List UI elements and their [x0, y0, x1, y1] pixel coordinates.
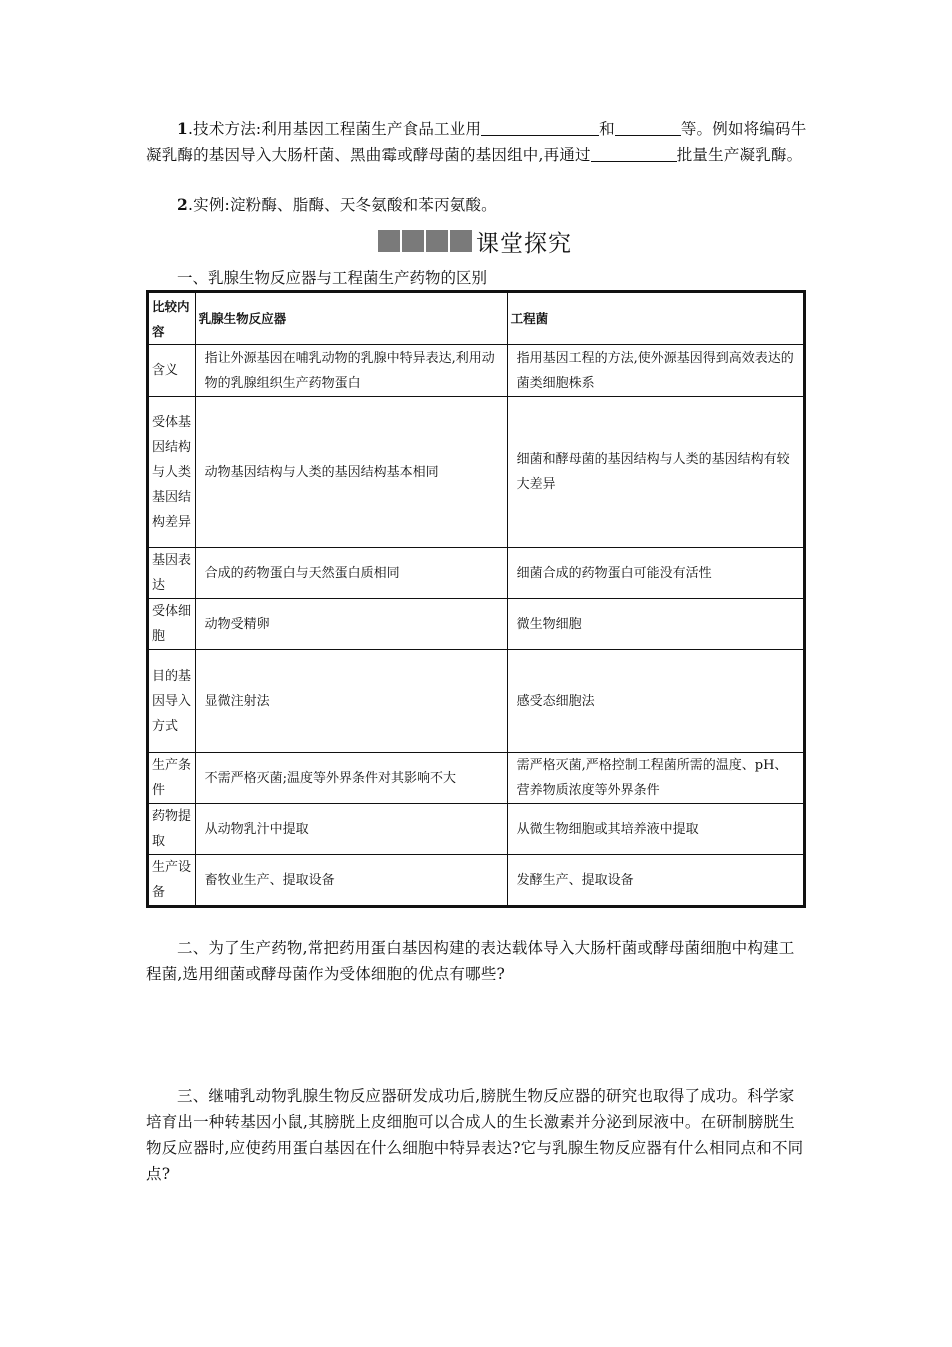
- item-1-text-b: 和: [599, 120, 615, 138]
- item-2-text: .实例:淀粉酶、脂酶、天冬氨酸和苯丙氨酸。: [188, 196, 497, 214]
- mammary-cell: 合成的药物蛋白与天然蛋白质相同: [195, 548, 507, 599]
- mammary-cell: 显微注射法: [195, 650, 507, 753]
- bacteria-cell: 细菌和酵母菌的基因结构与人类的基因结构有较大差异: [507, 397, 804, 548]
- item-1-text-c: 等。例如将编码牛凝乳酶的基因导入大肠杆菌、黑曲霉或酵母菌的基因组中,再通过: [146, 120, 807, 164]
- bacteria-cell: 发酵生产、提取设备: [507, 855, 804, 907]
- row-label: 生产条件: [148, 753, 196, 804]
- table-row: [148, 650, 805, 753]
- row-label: 受体基因结构与人类基因结构差异: [148, 397, 196, 548]
- question-2: 二、为了生产药物,常把药用蛋白基因构建的表达载体导入大肠杆菌或酵母菌细胞中构建工程菌,选用细菌或酵母菌作为受体细胞的优点有哪些?: [146, 939, 795, 983]
- section-heading: [378, 224, 572, 258]
- bacteria-cell: 感受态细胞法: [507, 650, 804, 753]
- bacteria-cell: 从微生物细胞或其培养液中提取: [507, 804, 804, 855]
- table-row: [148, 397, 805, 548]
- section-title: 课堂探究: [476, 230, 572, 257]
- bacteria-cell: 需严格灭菌,严格控制工程菌所需的温度、pH、营养物质浓度等外界条件: [507, 753, 804, 804]
- fill-blank-2[interactable]: [615, 118, 681, 136]
- header-cell-mammary-bioreactor: 乳腺生物反应器: [195, 292, 507, 345]
- comparison-table: [146, 290, 806, 908]
- heading-decoration-bar: [450, 230, 472, 252]
- table-header-row: [148, 292, 805, 345]
- row-label: 基因表达: [148, 548, 196, 599]
- comparison-subheading: 一、乳腺生物反应器与工程菌生产药物的区别: [177, 269, 488, 287]
- mammary-cell: 畜牧业生产、提取设备: [195, 855, 507, 907]
- header-cell-comparison: 比较内容: [148, 292, 196, 345]
- row-label: 药物提取: [148, 804, 196, 855]
- heading-decoration-bar: [402, 230, 424, 252]
- mammary-cell: 不需严格灭菌;温度等外界条件对其影响不大: [195, 753, 507, 804]
- item-1-number: 1: [177, 119, 188, 138]
- table-row: [148, 548, 805, 599]
- mammary-cell: 动物基因结构与人类的基因结构基本相同: [195, 397, 507, 548]
- row-label: 目的基因导入方式: [148, 650, 196, 753]
- item-1-paragraph: [146, 116, 808, 168]
- mammary-cell: 从动物乳汁中提取: [195, 804, 507, 855]
- heading-decoration-bar: [426, 230, 448, 252]
- bacteria-cell: 细菌合成的药物蛋白可能没有活性: [507, 548, 804, 599]
- row-label: 受体细胞: [148, 599, 196, 650]
- table-row: [148, 804, 805, 855]
- row-label: 生产设备: [148, 855, 196, 907]
- heading-decoration-bar: [378, 230, 400, 252]
- table-row: [148, 855, 805, 907]
- item-1-text-d: 批量生产凝乳酶。: [676, 146, 803, 164]
- fill-blank-3[interactable]: [591, 144, 677, 162]
- mammary-cell: 动物受精卵: [195, 599, 507, 650]
- mammary-cell: 指让外源基因在哺乳动物的乳腺中特异表达,利用动物的乳腺组织生产药物蛋白: [195, 345, 507, 397]
- table-row: [148, 345, 805, 397]
- header-cell-engineered-bacteria: 工程菌: [507, 292, 804, 345]
- table-row: [148, 753, 805, 804]
- item-2-paragraph: [146, 192, 808, 218]
- bacteria-cell: 指用基因工程的方法,使外源基因得到高效表达的菌类细胞株系: [507, 345, 804, 397]
- fill-blank-1[interactable]: [481, 118, 599, 136]
- table-row: [148, 599, 805, 650]
- item-2-number: 2: [177, 195, 188, 214]
- item-1-text-a: .技术方法:利用基因工程菌生产食品工业用: [188, 120, 482, 138]
- bacteria-cell: 微生物细胞: [507, 599, 804, 650]
- question-3: 三、继哺乳动物乳腺生物反应器研发成功后,膀胱生物反应器的研究也取得了成功。科学家培育出一种转基因小鼠,其膀胱上皮细胞可以合成人的生长激素并分泌到尿液中。在研制膀胱生物反应器时,应使药用蛋白基因在什么细胞中特异表达?它与乳腺生物反应器有什么相同点和不同点?: [146, 1087, 804, 1183]
- row-label: 含义: [148, 345, 196, 397]
